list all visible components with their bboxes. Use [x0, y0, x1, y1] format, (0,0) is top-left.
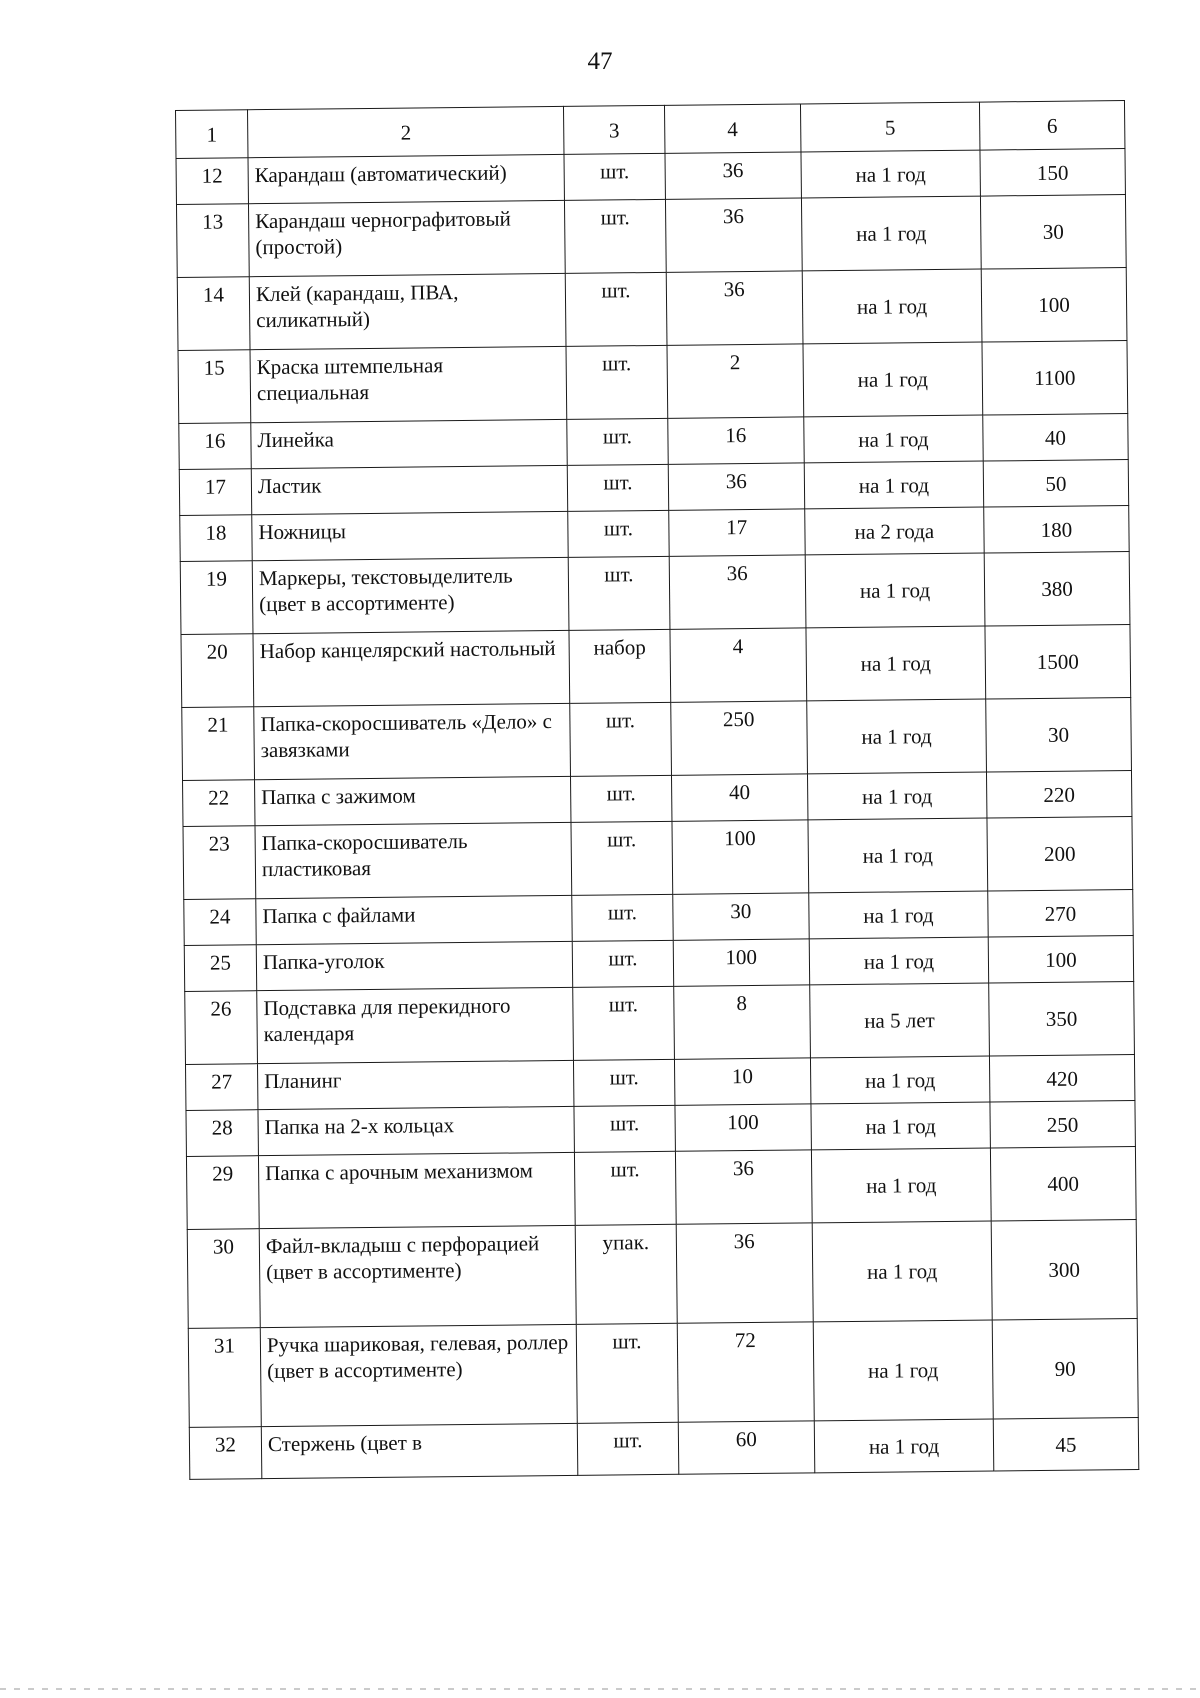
cell-unit: шт. — [569, 556, 670, 630]
table-row — [186, 1146, 1136, 1229]
scan-artifact-line — [0, 1688, 1200, 1690]
cell-row-number: 31 — [188, 1328, 261, 1428]
cell-quantity: 250 — [670, 701, 807, 775]
cell-usage-term: на 1 год — [801, 196, 981, 271]
cell-unit: шт. — [570, 702, 671, 776]
cell-quantity: 100 — [672, 820, 809, 894]
cell-usage-term: на 1 год — [807, 772, 986, 820]
header-cell-1: 1 — [176, 110, 248, 159]
cell-quantity: 36 — [666, 271, 803, 345]
cell-usage-term: на 1 год — [809, 937, 988, 985]
cell-unit: шт. — [577, 1323, 678, 1423]
cell-row-number: 14 — [177, 277, 250, 351]
cell-unit: шт. — [573, 986, 674, 1060]
cell-quantity: 2 — [667, 344, 804, 418]
cell-item-name: Краска штемпельная специальная — [250, 346, 567, 422]
cell-item-name: Папка с файлами — [256, 895, 573, 944]
cell-price: 180 — [984, 506, 1130, 554]
cell-price: 30 — [986, 698, 1132, 773]
cell-unit: шт. — [578, 1422, 679, 1475]
table-row — [187, 1219, 1137, 1328]
cell-quantity: 36 — [676, 1223, 813, 1323]
cell-row-number: 32 — [189, 1427, 262, 1480]
cell-unit: шт. — [574, 1059, 675, 1106]
cell-quantity: 36 — [675, 1150, 812, 1224]
cell-price: 270 — [988, 890, 1134, 938]
cell-unit: шт. — [564, 153, 665, 200]
cell-unit: шт. — [568, 464, 669, 511]
cell-price: 350 — [989, 982, 1135, 1057]
cell-row-number: 18 — [180, 515, 252, 562]
cell-price: 40 — [983, 414, 1129, 462]
cell-row-number: 29 — [186, 1156, 259, 1230]
cell-usage-term: на 1 год — [814, 1419, 993, 1473]
cell-unit: шт. — [565, 199, 666, 273]
cell-unit: шт. — [566, 345, 667, 419]
cell-usage-term: на 2 года — [805, 507, 984, 555]
cell-quantity: 60 — [678, 1421, 815, 1474]
cell-row-number: 26 — [185, 991, 258, 1065]
cell-price: 100 — [981, 268, 1127, 343]
cell-usage-term: на 1 год — [805, 553, 985, 628]
cell-row-number: 16 — [179, 423, 251, 470]
cell-usage-term: на 5 лет — [810, 983, 990, 1058]
cell-unit: шт. — [571, 775, 672, 822]
cell-item-name: Стержень (цвет в — [261, 1423, 578, 1478]
cell-item-name: Файл-вкладыш с перфорацией (цвет в ассортименте) — [259, 1225, 576, 1327]
cell-price: 200 — [987, 817, 1133, 892]
cell-price: 90 — [992, 1318, 1138, 1419]
cell-usage-term: на 1 год — [803, 342, 983, 417]
cell-unit: шт. — [572, 894, 673, 941]
cell-unit: шт. — [567, 418, 668, 465]
cell-quantity: 8 — [673, 985, 810, 1059]
page-number: 47 — [587, 48, 613, 75]
table-row — [181, 625, 1131, 708]
cell-price: 420 — [989, 1055, 1135, 1103]
cell-item-name: Папка-скоросшиватель «Дело» с завязками — [254, 703, 571, 779]
cell-price: 250 — [990, 1101, 1136, 1149]
cell-usage-term: на 1 год — [809, 891, 988, 939]
header-cell-3: 3 — [564, 105, 665, 154]
table-row — [183, 817, 1133, 900]
cell-item-name: Папка с арочным механизмом — [258, 1152, 575, 1228]
cell-item-name: Подставка для перекидного календаря — [257, 987, 574, 1063]
cell-usage-term: на 1 год — [808, 818, 988, 893]
cell-item-name: Папка на 2-х кольцах — [258, 1106, 575, 1155]
cell-unit: шт. — [566, 272, 667, 346]
cell-unit: шт. — [568, 510, 669, 557]
supplies-table — [175, 100, 1139, 1480]
header-cell-2: 2 — [247, 106, 564, 157]
cell-quantity: 16 — [667, 417, 804, 464]
cell-price: 380 — [984, 552, 1130, 627]
cell-quantity: 17 — [668, 509, 805, 556]
cell-price: 100 — [988, 936, 1134, 984]
cell-item-name: Клей (карандаш, ПВА, силикатный) — [249, 273, 566, 349]
cell-usage-term: на 1 год — [802, 269, 982, 344]
table-row — [182, 698, 1132, 781]
header-cell-6: 6 — [979, 101, 1125, 151]
cell-row-number: 24 — [184, 899, 256, 946]
cell-row-number: 12 — [176, 158, 248, 205]
cell-usage-term: на 1 год — [811, 1148, 991, 1223]
cell-item-name: Ручка шариковая, гелевая, роллер (цвет в ассортименте) — [260, 1324, 577, 1426]
cell-row-number: 17 — [179, 469, 251, 516]
cell-row-number: 13 — [176, 204, 249, 278]
cell-item-name: Карандаш чернографитовый (простой) — [248, 200, 565, 276]
cell-item-name: Линейка — [251, 419, 568, 468]
cell-quantity: 10 — [674, 1058, 811, 1105]
cell-unit: упак. — [576, 1224, 677, 1324]
cell-usage-term: на 1 год — [812, 1221, 992, 1322]
cell-usage-term: на 1 год — [807, 699, 987, 774]
cell-row-number: 22 — [183, 780, 255, 827]
table-row — [176, 195, 1126, 278]
cell-row-number: 21 — [182, 707, 255, 781]
cell-unit: шт. — [575, 1151, 676, 1225]
cell-row-number: 28 — [186, 1110, 258, 1157]
cell-usage-term: на 1 год — [804, 461, 983, 509]
cell-quantity: 36 — [669, 555, 806, 629]
cell-usage-term: на 1 год — [811, 1102, 990, 1150]
table-body — [176, 101, 1139, 1480]
cell-item-name: Планинг — [257, 1060, 574, 1109]
cell-quantity: 100 — [675, 1104, 812, 1151]
cell-quantity: 4 — [670, 628, 807, 702]
header-cell-5: 5 — [800, 102, 979, 152]
cell-price: 50 — [983, 460, 1129, 508]
cell-item-name: Папка с зажимом — [255, 776, 572, 825]
cell-usage-term: на 1 год — [810, 1056, 989, 1104]
cell-quantity: 36 — [665, 152, 802, 199]
cell-usage-term: на 1 год — [801, 150, 980, 198]
table-row — [188, 1318, 1138, 1427]
cell-quantity: 40 — [671, 774, 808, 821]
cell-item-name: Папка-скоросшиватель пластиковая — [255, 822, 572, 898]
cell-item-name: Папка-уголок — [256, 941, 573, 990]
cell-price: 220 — [986, 771, 1132, 819]
cell-item-name: Маркеры, текстовыделитель (цвет в ассортименте) — [252, 557, 569, 633]
cell-item-name: Ножницы — [252, 511, 569, 560]
table-row — [185, 982, 1135, 1065]
cell-row-number: 23 — [183, 826, 256, 900]
cell-unit: шт. — [571, 821, 672, 895]
cell-price: 45 — [993, 1417, 1139, 1471]
cell-price: 1500 — [985, 625, 1131, 700]
cell-price: 30 — [980, 195, 1126, 270]
cell-quantity: 30 — [672, 893, 809, 940]
table-row — [180, 552, 1130, 635]
cell-row-number: 19 — [180, 561, 253, 635]
cell-price: 1100 — [982, 341, 1128, 416]
table-row — [178, 341, 1128, 424]
cell-quantity: 36 — [668, 463, 805, 510]
cell-item-name: Ластик — [251, 465, 568, 514]
cell-row-number: 27 — [185, 1064, 257, 1111]
cell-price: 300 — [991, 1219, 1137, 1320]
header-cell-4: 4 — [664, 104, 801, 153]
cell-item-name: Карандаш (автоматический) — [248, 154, 565, 203]
cell-item-name: Набор канцелярский настольный — [253, 630, 570, 706]
cell-quantity: 72 — [677, 1322, 814, 1422]
cell-row-number: 25 — [184, 945, 256, 992]
table-row — [177, 268, 1127, 351]
cell-quantity: 36 — [665, 198, 802, 272]
table-row — [189, 1417, 1138, 1479]
cell-quantity: 100 — [673, 939, 810, 986]
cell-usage-term: на 1 год — [813, 1320, 993, 1421]
cell-row-number: 30 — [187, 1229, 260, 1329]
cell-unit: набор — [569, 629, 670, 703]
cell-usage-term: на 1 год — [804, 415, 983, 463]
cell-usage-term: на 1 год — [806, 626, 986, 701]
cell-price: 150 — [980, 149, 1126, 197]
cell-row-number: 20 — [181, 634, 254, 708]
cell-row-number: 15 — [178, 350, 251, 424]
cell-price: 400 — [990, 1146, 1136, 1221]
cell-unit: шт. — [574, 1105, 675, 1152]
cell-unit: шт. — [573, 940, 674, 987]
